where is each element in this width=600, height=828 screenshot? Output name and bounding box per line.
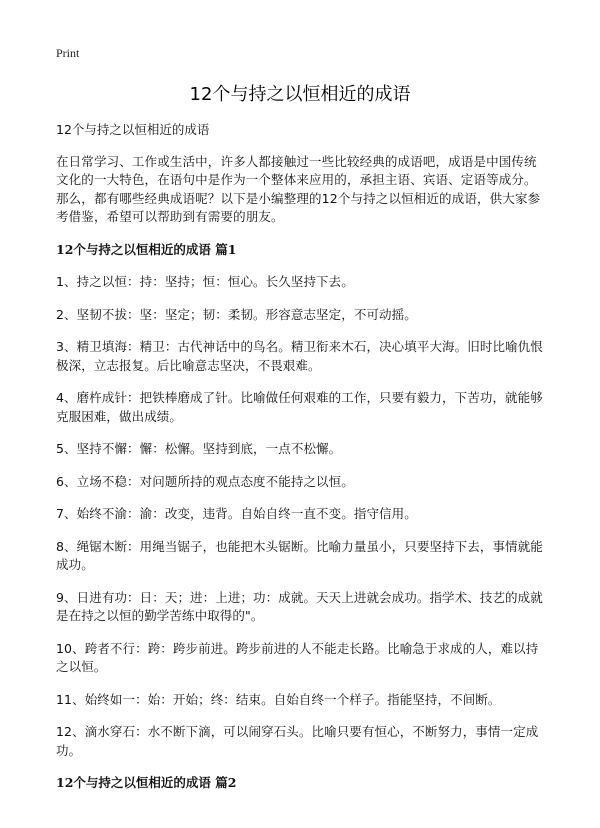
idiom-item-5: 5、坚持不懈：懈：松懈。坚持到底，一点不松懈。 bbox=[56, 441, 342, 456]
idiom-item-11: 11、始终如一：始：开始；终：结束。自始自终一个样子。指能坚持，不间断。 bbox=[56, 691, 501, 707]
article-subtitle: 12个与持之以恒相近的成语 bbox=[56, 122, 210, 137]
print-link[interactable]: Print bbox=[56, 46, 80, 60]
idiom-item-4: 4、磨杵成针：把铁棒磨成了针。比喻做任何艰难的工作，只要有毅力，下苦功，就能够克服困难，做出成绩。 bbox=[56, 390, 543, 424]
idiom-item-9: 9、日进有功：日：天；进：上进；功：成就。天天上进就会成功。指学术、技艺的成就是在持之以恒的勤学苦练中取得的"。 bbox=[56, 589, 543, 623]
idiom-item-10: 10、跨者不行：跨：跨步前进。跨步前进的人不能走长路。比喻急于求成的人，难以持之以恒。 bbox=[56, 640, 539, 674]
idiom-item-1: 1、持之以恒：持：坚持；恒：恒心。长久坚持下去。 bbox=[56, 274, 354, 289]
section-heading-2: 12个与持之以恒相近的成语 篇2 bbox=[56, 775, 237, 790]
idiom-item-7: 7、始终不渝：渝：改变，违背。自始自终一直不变。指守信用。 bbox=[56, 506, 417, 521]
idiom-item-2: 2、坚韧不拔：坚：坚定；韧：柔韧。形容意志坚定，不可动摇。 bbox=[56, 306, 417, 322]
section-heading-1: 12个与持之以恒相近的成语 篇1 bbox=[56, 241, 237, 257]
article-body bbox=[56, 121, 548, 793]
idiom-item-12: 12、滴水穿石：水不断下滴，可以闹穿石头。比喻只要有恒心，不断努力，事情一定成功。 bbox=[56, 724, 539, 758]
idiom-item-6: 6、立场不稳：对问题所持的观点态度不能持之以恒。 bbox=[56, 473, 354, 489]
page-title: 12个与持之以恒相近的成语 bbox=[189, 84, 411, 105]
idiom-item-8: 8、绳锯木断：用绳当锯子，也能把木头锯断。比喻力量虽小，只要坚持下去，事情就能成功。 bbox=[56, 538, 543, 572]
idiom-item-3: 3、精卫填海：精卫：古代神话中的鸟名。精卫衔来木石，决心填平大海。旧时比喻仇恨极深，立志报复。后比喻意志坚决，不畏艰难。 bbox=[56, 339, 543, 373]
idiom-list bbox=[56, 273, 548, 760]
intro-paragraph: 在日常学习、工作或生活中，许多人都接触过一些比较经典的成语吧，成语是中国传统文化的一大特色，在语句中是作为一个整体来应用的，承担主语、宾语、定语等成分。那么，都有哪些经典成语呢？以下是小编整理的12个与持之以恒相近的成语，供大家参考借鉴，希望可以帮助到有需要的朋友。 bbox=[56, 153, 541, 224]
